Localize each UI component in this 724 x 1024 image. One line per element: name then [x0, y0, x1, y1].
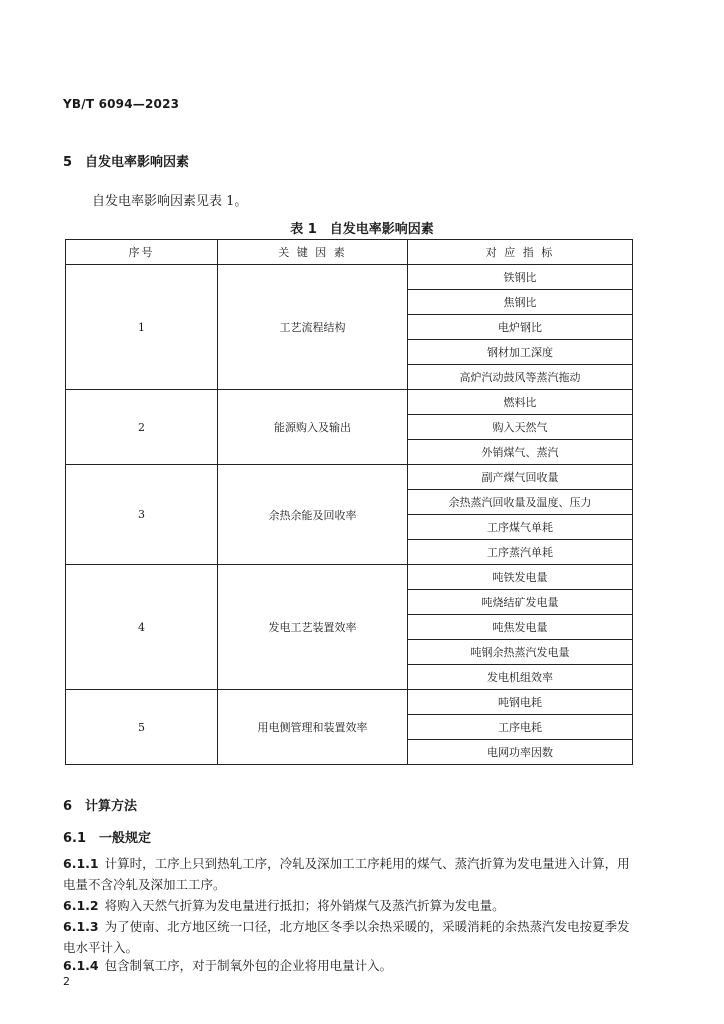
clause-id: 6.1.4 [63, 958, 99, 973]
row-number-cell: 2 [66, 390, 218, 465]
indicator-cell: 电网功率因数 [408, 740, 633, 765]
section-5-intro: 自发电率影响因素见表 1。 [92, 194, 248, 209]
indicator-cell: 吨钢余热蒸汽发电量 [408, 640, 633, 665]
section-6-1-heading [63, 827, 151, 846]
indicator-cell: 燃料比 [408, 390, 633, 415]
factor-cell: 工艺流程结构 [218, 265, 408, 390]
indicator-cell: 工序电耗 [408, 715, 633, 740]
clause-text: 计算时，工序上只到热轧工序，冷轧及深加工工序耗用的煤气、蒸汽折算为发电量进入计算，用电量不含冷轧及深加工工序。 [63, 856, 630, 892]
factor-cell: 发电工艺装置效率 [218, 565, 408, 690]
clause-text: 为了使南、北方地区统一口径，北方地区冬季以余热采暖的，采暖消耗的余热蒸汽发电按夏季发电水平计入。 [63, 919, 630, 955]
row-number-cell: 3 [66, 465, 218, 565]
factor-cell: 余热余能及回收率 [218, 465, 408, 565]
table-row [66, 465, 633, 490]
factor-cell: 用电侧管理和装置效率 [218, 690, 408, 765]
factor-cell: 能源购入及输出 [218, 390, 408, 465]
indicator-cell: 焦钢比 [408, 290, 633, 315]
clause-text: 将购入天然气折算为发电量进行抵扣；将外销煤气及蒸汽折算为发电量。 [104, 898, 505, 913]
indicator-cell: 副产煤气回收量 [408, 465, 633, 490]
indicator-cell: 余热蒸汽回收量及温度、压力 [408, 490, 633, 515]
clause-text: 包含制氧工序，对于制氧外包的企业将用电量计入。 [104, 958, 393, 973]
indicator-cell: 吨铁发电量 [408, 565, 633, 590]
table-row [66, 690, 633, 715]
indicator-cell: 高炉汽动鼓风等蒸汽拖动 [408, 365, 633, 390]
section-5-number: 5 [63, 155, 73, 170]
section-6-title: 计算方法 [85, 799, 138, 814]
clause-6-1-4 [63, 955, 638, 976]
indicator-cell: 工序蒸汽单耗 [408, 540, 633, 565]
header-indicator: 对 应 指 标 [408, 240, 633, 265]
indicator-cell: 发电机组效率 [408, 665, 633, 690]
factors-table [65, 239, 633, 765]
section-6-heading [63, 795, 137, 814]
clause-id: 6.1.1 [63, 856, 99, 871]
table-row [66, 565, 633, 590]
indicator-cell: 外销煤气、蒸汽 [408, 440, 633, 465]
clause-id: 6.1.2 [63, 898, 99, 913]
clause-6-1-1 [63, 853, 638, 895]
clause-6-1-3 [63, 916, 638, 958]
indicator-cell: 电炉钢比 [408, 315, 633, 340]
clause-id: 6.1.3 [63, 919, 99, 934]
indicator-cell: 工序煤气单耗 [408, 515, 633, 540]
indicator-cell: 吨钢电耗 [408, 690, 633, 715]
header-factor: 关 键 因 素 [218, 240, 408, 265]
section-6-1-number: 6.1 [63, 831, 87, 846]
page-number: 2 [63, 975, 70, 988]
indicator-cell: 钢材加工深度 [408, 340, 633, 365]
section-5-title: 自发电率影响因素 [85, 155, 190, 170]
indicator-cell: 铁钢比 [408, 265, 633, 290]
section-5-heading [63, 151, 189, 170]
section-6-1-title: 一般规定 [99, 831, 152, 846]
clause-6-1-2 [63, 895, 638, 916]
indicator-cell: 购入天然气 [408, 415, 633, 440]
standard-code: YB/T 6094—2023 [63, 97, 180, 111]
row-number-cell: 4 [66, 565, 218, 690]
table-row [66, 265, 633, 290]
indicator-cell: 吨烧结矿发电量 [408, 590, 633, 615]
table-header-row [66, 240, 633, 265]
row-number-cell: 1 [66, 265, 218, 390]
row-number-cell: 5 [66, 690, 218, 765]
table-1-caption: 表 1 自发电率影响因素 [290, 222, 434, 237]
section-6-number: 6 [63, 799, 73, 814]
header-no: 序号 [66, 240, 218, 265]
table-row [66, 390, 633, 415]
indicator-cell: 吨焦发电量 [408, 615, 633, 640]
